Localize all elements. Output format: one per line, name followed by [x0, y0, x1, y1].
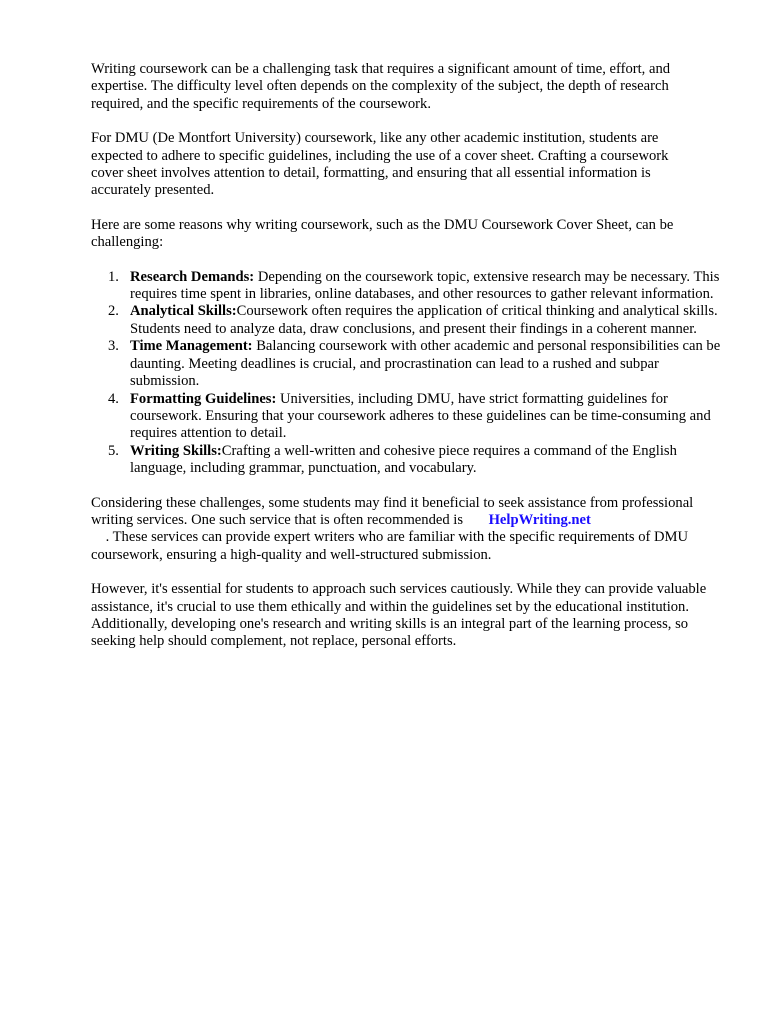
assistance-text-before: Considering these challenges, some students may find it beneficial to seek assistance from professional writing services. One such service that is often recommended is: [91, 494, 694, 528]
caution-paragraph: However, it's essential for students to approach such services cautiously. While they can provide valuable assistance, it's crucial to use them ethically and within the guidelines set by the educational institution. Additionally, developing one's research and writing skills is an integral part of the learning process, so seeking help should complement, not replace, personal efforts.: [91, 581, 707, 650]
list-item-text: Depending on the coursework topic, extensive research may be necessary. This requires time spent in libraries, online databases, and other resources to gather relevant information.: [130, 268, 720, 303]
list-item-number: 1.: [108, 268, 119, 285]
list-item: [91, 338, 722, 390]
list-item-number: 4.: [108, 390, 119, 407]
list-item-term: Analytical Skills:: [130, 303, 237, 320]
list-item: [91, 303, 722, 338]
dmu-paragraph: For DMU (De Montfort University) coursework, like any other academic institution, students are expected to adhere to specific guidelines, including the use of a cover sheet. Crafting a coursework cover sheet involves attention to detail, formatting, and ensuring that all essential information is accurately presented.: [91, 130, 669, 199]
list-item-term: Formatting Guidelines:: [130, 390, 277, 407]
helpwriting-link[interactable]: HelpWriting.net: [488, 511, 591, 528]
document-body: [91, 61, 721, 651]
list-item-text: Balancing coursework with other academic and personal responsibilities can be daunting. Meeting deadlines is crucial, and procrastination can lead to a rushed and subpar submission.: [130, 338, 721, 390]
list-item-term: Writing Skills:: [130, 442, 222, 459]
intro-paragraph: Writing coursework can be a challenging task that requires a significant amount of time, effort, and expertise. The difficulty level often depends on the complexity of the subject, the depth of research required, and the specific requirements of the coursework.: [91, 61, 671, 112]
list-item: [91, 391, 722, 443]
list-item-text: Coursework often requires the application of critical thinking and analytical skills. Students need to analyze data, draw conclusions, and present their findings in a coherent manner.: [130, 303, 718, 337]
list-item-term: Research Demands:: [130, 268, 255, 285]
reasons-list: [91, 269, 721, 478]
list-item-text: Crafting a well-written and cohesive piece requires a command of the English language, including grammar, punctuation, and vocabulary.: [130, 442, 677, 477]
list-item: [91, 269, 722, 304]
assistance-paragraph: [91, 495, 721, 565]
list-item-text: Universities, including DMU, have strict formatting guidelines for coursework. Ensuring that your coursework adheres to these guidelines can be time-consuming and requires attention to detail.: [130, 390, 711, 442]
list-item-term: Time Management:: [130, 338, 253, 355]
list-item-number: 3.: [108, 338, 119, 355]
assistance-text-after: . These services can provide expert writers who are familiar with the specific requirements of DMU coursework, ensuring a high-quality and well-structured submission.: [91, 529, 689, 563]
list-item-number: 2.: [108, 303, 119, 320]
list-item-number: 5.: [108, 442, 119, 459]
list-item: [91, 443, 722, 478]
reasons-intro-paragraph: Here are some reasons why writing coursework, such as the DMU Coursework Cover Sheet, can be challenging:: [91, 216, 674, 251]
